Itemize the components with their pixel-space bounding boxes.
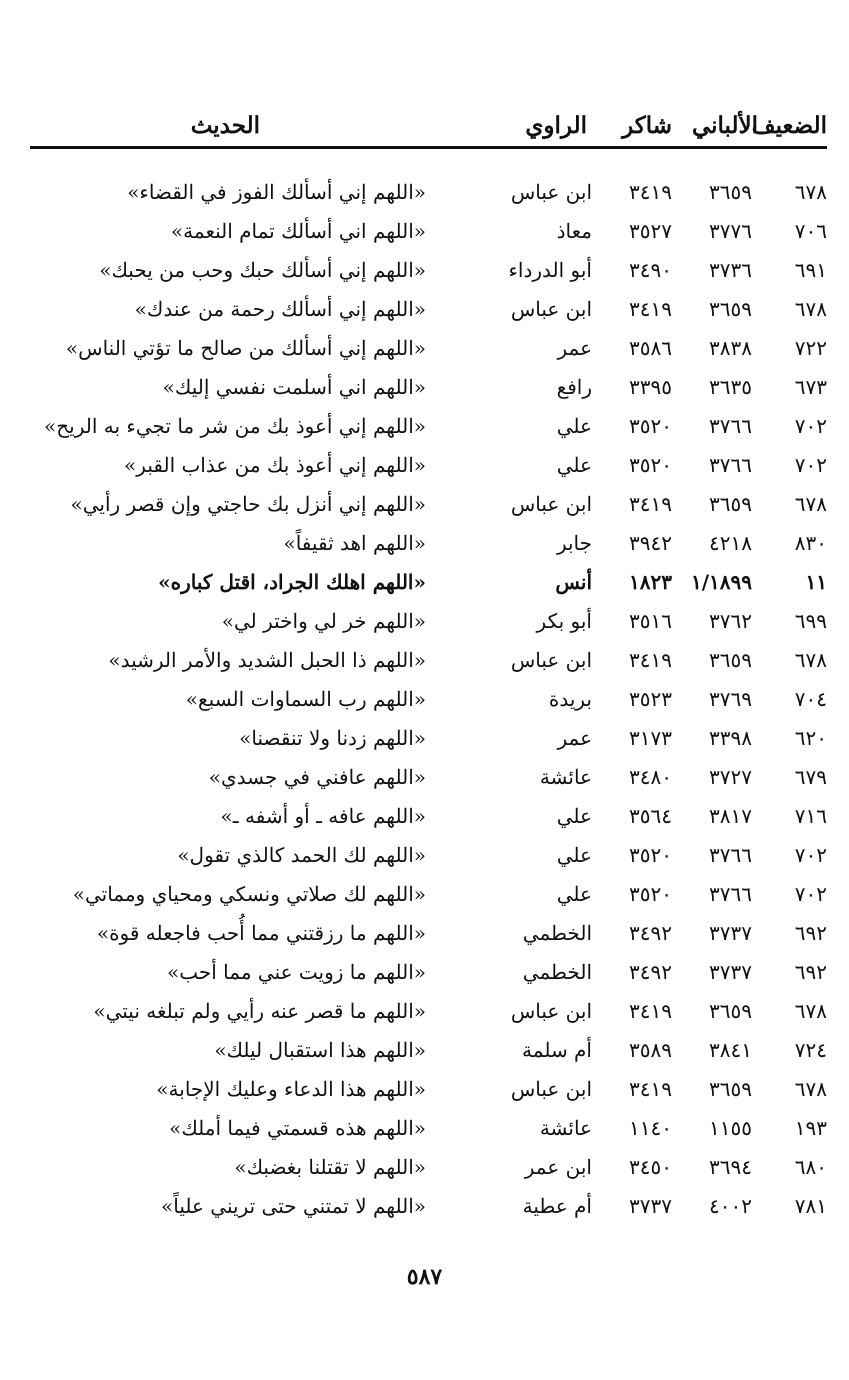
table-row [30,215,830,254]
cell-rawi: علي [556,882,592,906]
header-daeef: الضعيف [751,112,827,139]
cell-hadith: «اللهم ذا الحبل الشديد والأمر الرشيد» [108,648,426,672]
cell-shakir: ١٨٢٣ [629,570,672,594]
cell-shakir: ٣٤١٩ [629,297,672,321]
cell-hadith: «اللهم رب السماوات السبع» [185,687,426,711]
cell-albani: ٣٦٣٥ [709,375,752,399]
cell-rawi: ابن عباس [510,1077,592,1101]
table-row [30,527,830,566]
cell-hadith: «اللهم إني أعوذ بك من عذاب القبر» [124,453,426,477]
cell-hadith: «اللهم اني أسلمت نفسي إليك» [162,375,426,399]
cell-hadith: «اللهم لا تقتلنا بغضبك» [234,1155,426,1179]
table-row [30,683,830,722]
table-row [30,605,830,644]
cell-rawi: علي [556,843,592,867]
cell-rawi: أم عطية [522,1194,592,1218]
cell-albani: ٤٠٠٢ [709,1194,752,1218]
cell-shakir: ٣٩٤٢ [629,531,672,555]
cell-rawi: ابن عباس [510,492,592,516]
table-row [30,566,830,605]
table-row [30,449,830,488]
cell-rawi: معاذ [556,219,592,243]
cell-daeef: ٦٧٨ [794,648,827,672]
cell-shakir: ٣٤١٩ [629,1077,672,1101]
cell-daeef: ٦٧٩ [794,765,827,789]
cell-shakir: ٣٥٢٠ [629,843,672,867]
cell-albani: ٣٧٧٦ [709,219,752,243]
cell-daeef: ١٩٣ [794,1116,827,1140]
cell-hadith: «اللهم اني أسألك تمام النعمة» [170,219,426,243]
header-shakir: شاكر [622,112,672,139]
cell-hadith: «اللهم هذا الدعاء وعليك الإجابة» [156,1077,426,1101]
cell-daeef: ٦٧٨ [794,492,827,516]
cell-hadith: «اللهم إني أسألك رحمة من عندك» [134,297,426,321]
cell-rawi: بريدة [548,687,592,711]
cell-shakir: ٣٥٢٠ [629,414,672,438]
cell-albani: ٣٨١٧ [709,804,752,828]
cell-shakir: ٣٤١٩ [629,492,672,516]
cell-shakir: ٣٥٨٦ [629,336,672,360]
cell-daeef: ٧١٦ [794,804,827,828]
cell-rawi: الخطمي [522,921,592,945]
cell-rawi: عائشة [539,765,592,789]
table-row [30,644,830,683]
header-hadith: الحديث [190,112,260,139]
cell-shakir: ١١٤٠ [629,1116,672,1140]
cell-rawi: علي [556,414,592,438]
cell-rawi: عمر [557,336,592,360]
header-rawi: الراوي [525,112,587,139]
cell-shakir: ٣٧٣٧ [629,1194,672,1218]
cell-hadith: «اللهم خر لي واختر لي» [221,609,426,633]
table-row [30,800,830,839]
cell-shakir: ٣٥٦٤ [629,804,672,828]
cell-rawi: علي [556,804,592,828]
cell-daeef: ٦٧٨ [794,297,827,321]
cell-rawi: رافع [556,375,592,399]
cell-shakir: ٣٥٢٠ [629,882,672,906]
cell-shakir: ٣٥٢٠ [629,453,672,477]
cell-albani: ٣٧٣٦ [709,258,752,282]
cell-shakir: ٣٤٨٠ [629,765,672,789]
cell-shakir: ٣٥١٦ [629,609,672,633]
cell-rawi: ابن عمر [524,1155,592,1179]
header-albani: الألباني [691,112,758,139]
cell-daeef: ٦٧٨ [794,999,827,1023]
table-row [30,1190,830,1229]
cell-hadith: «اللهم ما قصر عنه رأيي ولم تبلغه نيتي» [93,999,426,1023]
cell-daeef: ٦٧٨ [794,1077,827,1101]
cell-shakir: ٣٥٨٩ [629,1038,672,1062]
table-row [30,1034,830,1073]
cell-hadith: «اللهم إني أعوذ بك من شر ما تجيء به الريح» [44,414,426,438]
cell-albani: ٣٧٣٧ [709,960,752,984]
header-divider [30,146,827,149]
cell-daeef: ٧٠٢ [794,453,827,477]
cell-daeef: ٧٠٦ [794,219,827,243]
cell-shakir: ٣٤١٩ [629,648,672,672]
cell-albani: ١١٥٥ [709,1116,752,1140]
cell-albani: ٣٦٥٩ [709,492,752,516]
cell-albani: ٣٧٦٦ [709,843,752,867]
table-row [30,722,830,761]
cell-hadith: «اللهم اهلك الجراد، اقتل كباره» [158,570,426,594]
cell-hadith: «اللهم هذه قسمتي فيما أملك» [169,1116,426,1140]
table-row [30,332,830,371]
cell-shakir: ٣٤٩٢ [629,960,672,984]
cell-albani: ٣٧٣٧ [709,921,752,945]
cell-shakir: ٣٤٩٠ [629,258,672,282]
cell-hadith: «اللهم إني أنزل بك حاجتي وإن قصر رأيي» [70,492,426,516]
cell-albani: ١/١٨٩٩ [690,570,752,594]
page-number: ٥٨٧ [406,1264,443,1290]
table-row [30,293,830,332]
cell-shakir: ٣٥٢٣ [629,687,672,711]
cell-rawi: جابر [556,531,592,555]
cell-rawi: ابن عباس [510,999,592,1023]
cell-daeef: ٧٠٢ [794,414,827,438]
table-header [30,104,830,144]
cell-albani: ٣٧٦٦ [709,882,752,906]
cell-albani: ٣٧٦٢ [709,609,752,633]
cell-albani: ٣٧٦٦ [709,453,752,477]
table-row [30,917,830,956]
cell-daeef: ٦٩١ [794,258,827,282]
cell-shakir: ٣٤١٩ [629,180,672,204]
cell-shakir: ٣٣٩٥ [629,375,672,399]
cell-albani: ٤٢١٨ [709,531,752,555]
cell-rawi: أبو بكر [536,609,592,633]
cell-rawi: أم سلمة [522,1038,592,1062]
cell-shakir: ٣٤١٩ [629,999,672,1023]
cell-hadith: «اللهم هذا استقبال ليلك» [214,1038,426,1062]
cell-hadith: «اللهم إني أسألك الفوز في القضاء» [127,180,426,204]
cell-hadith: «اللهم إني أسألك حبك وحب من يحبك» [99,258,426,282]
table-row [30,488,830,527]
cell-rawi: ابن عباس [510,648,592,672]
cell-daeef: ٧٢٤ [794,1038,827,1062]
cell-rawi: عائشة [539,1116,592,1140]
cell-shakir: ٣١٧٣ [629,726,672,750]
cell-hadith: «اللهم زدنا ولا تنقصنا» [239,726,426,750]
table-row [30,995,830,1034]
table-row [30,254,830,293]
cell-hadith: «اللهم عافني في جسدي» [208,765,426,789]
cell-daeef: ٧٨١ [794,1194,827,1218]
cell-albani: ٣٨٤١ [709,1038,752,1062]
cell-shakir: ٣٥٢٧ [629,219,672,243]
cell-albani: ٣٨٣٨ [709,336,752,360]
cell-daeef: ٦٨٠ [794,1155,827,1179]
cell-rawi: ابن عباس [510,180,592,204]
cell-albani: ٣٣٩٨ [709,726,752,750]
cell-daeef: ٦٧٣ [794,375,827,399]
cell-albani: ٣٦٥٩ [709,180,752,204]
cell-albani: ٣٧٦٩ [709,687,752,711]
cell-daeef: ٧٠٢ [794,843,827,867]
cell-rawi: عمر [557,726,592,750]
cell-rawi: الخطمي [522,960,592,984]
cell-hadith: «اللهم ما زويت عني مما أحب» [167,960,426,984]
cell-hadith: «اللهم ما رزقتني مما أُحب فاجعله قوة» [96,921,426,945]
cell-daeef: ٦٧٨ [794,180,827,204]
cell-albani: ٣٦٩٤ [709,1155,752,1179]
cell-shakir: ٣٤٥٠ [629,1155,672,1179]
cell-hadith: «اللهم اهد ثقيفاً» [283,531,426,555]
cell-daeef: ٧٠٢ [794,882,827,906]
table-row [30,1151,830,1190]
cell-daeef: ٦٩٢ [794,960,827,984]
table-row [30,761,830,800]
hadith-index-table [30,176,830,1229]
cell-rawi: أنس [555,570,592,594]
cell-albani: ٣٦٥٩ [709,999,752,1023]
cell-daeef: ٧٠٤ [794,687,827,711]
cell-rawi: ابن عباس [510,297,592,321]
table-row [30,1112,830,1151]
cell-daeef: ٦٩٢ [794,921,827,945]
table-row [30,956,830,995]
cell-hadith: «اللهم إني أسألك من صالح ما تؤتي الناس» [65,336,426,360]
cell-albani: ٣٦٥٩ [709,1077,752,1101]
cell-hadith: «اللهم عافه ـ أو أشفه ـ» [220,804,426,828]
cell-albani: ٣٧٦٦ [709,414,752,438]
table-row [30,410,830,449]
cell-hadith: «اللهم لك الحمد كالذي تقول» [177,843,426,867]
cell-daeef: ٦٢٠ [794,726,827,750]
table-row [30,878,830,917]
cell-shakir: ٣٤٩٢ [629,921,672,945]
table-row [30,1073,830,1112]
cell-daeef: ١١ [805,570,827,594]
table-row [30,839,830,878]
table-row [30,176,830,215]
cell-albani: ٣٧٢٧ [709,765,752,789]
cell-albani: ٣٦٥٩ [709,297,752,321]
cell-hadith: «اللهم لا تمتني حتى تريني علياً» [161,1194,426,1218]
cell-daeef: ٧٢٢ [794,336,827,360]
cell-hadith: «اللهم لك صلاتي ونسكي ومحياي ومماتي» [72,882,426,906]
cell-daeef: ٨٣٠ [794,531,827,555]
cell-daeef: ٦٩٩ [794,609,827,633]
cell-rawi: علي [556,453,592,477]
cell-albani: ٣٦٥٩ [709,648,752,672]
table-row [30,371,830,410]
cell-rawi: أبو الدرداء [508,258,592,282]
